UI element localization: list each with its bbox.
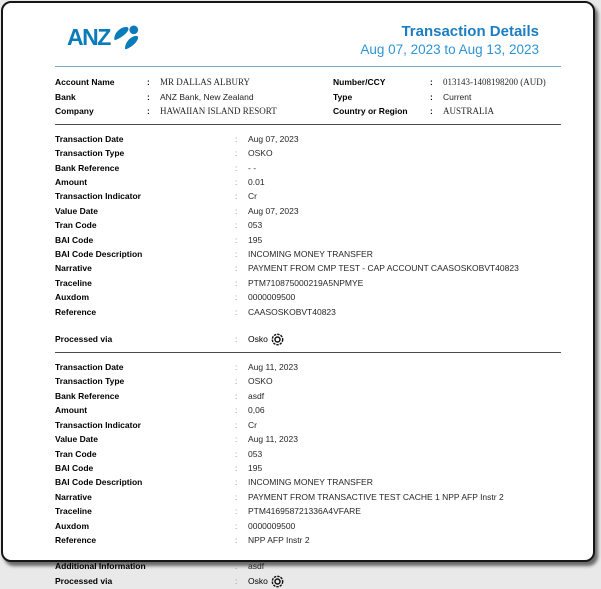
field-label: Transaction Date bbox=[55, 362, 124, 373]
transaction-field-row bbox=[55, 261, 561, 275]
field-value: MR DALLAS ALBURY bbox=[160, 77, 251, 87]
field-value: Aug 11, 2023 bbox=[248, 362, 298, 373]
header-divider bbox=[55, 66, 561, 67]
field-value: 0000009500 bbox=[248, 292, 296, 303]
transaction-field-row bbox=[55, 204, 561, 218]
field-colon: : bbox=[235, 534, 238, 545]
field-label: Narrative bbox=[55, 263, 92, 274]
field-colon: : bbox=[235, 191, 238, 202]
transaction-field-row bbox=[55, 233, 561, 247]
field-value: OSKO bbox=[248, 148, 273, 159]
field-value: asdf bbox=[248, 390, 265, 401]
date-range: Aug 07, 2023 to Aug 13, 2023 bbox=[360, 42, 539, 57]
processed-via-value: Osko bbox=[248, 575, 268, 586]
field-value: OSKO bbox=[248, 376, 273, 387]
field-value: - - bbox=[248, 162, 257, 173]
header bbox=[55, 23, 561, 59]
processed-via-row bbox=[55, 332, 561, 347]
transaction-field-row bbox=[55, 247, 561, 261]
field-colon: : bbox=[235, 405, 238, 416]
field-value: NPP AFP Instr 2 bbox=[248, 534, 310, 545]
field-label: Auxdom bbox=[55, 520, 89, 531]
field-label: Transaction Indicator bbox=[55, 419, 141, 430]
field-label: Reference bbox=[55, 534, 97, 545]
field-colon: : bbox=[235, 177, 238, 187]
field-value: PTM416958721336A4VFARE bbox=[248, 506, 361, 517]
field-value: 053 bbox=[248, 448, 263, 459]
transaction-field-row bbox=[55, 418, 561, 432]
field-label: BAI Code Description bbox=[55, 477, 143, 488]
field-colon: : bbox=[235, 263, 238, 274]
page-title: Transaction Details bbox=[401, 23, 539, 40]
field-value: 053 bbox=[248, 220, 263, 231]
field-value: INCOMING MONEY TRANSFER bbox=[248, 249, 373, 260]
field-value: Current bbox=[443, 91, 472, 102]
field-colon: : bbox=[235, 434, 238, 445]
field-colon: : bbox=[235, 520, 238, 531]
transaction-field-row bbox=[55, 374, 561, 388]
field-label: Value Date bbox=[55, 205, 98, 216]
field-label: Traceline bbox=[55, 506, 92, 517]
field-value: Aug 07, 2023 bbox=[248, 205, 299, 216]
field-value: PTM710875000219A5NPMYE bbox=[248, 277, 364, 288]
anz-lotus-icon bbox=[113, 25, 140, 50]
field-colon: : bbox=[235, 205, 238, 216]
field-colon: : bbox=[235, 575, 238, 586]
osko-icon bbox=[271, 575, 284, 588]
transaction-field-row bbox=[55, 519, 561, 533]
field-label: Transaction Date bbox=[55, 133, 124, 144]
account-field-row bbox=[333, 90, 561, 105]
field-colon: : bbox=[147, 77, 150, 87]
account-field-row bbox=[333, 104, 561, 119]
field-value: PAYMENT FROM TRANSACTIVE TEST CACHE 1 NPP AFP Instr 2 bbox=[248, 491, 504, 502]
field-colon: : bbox=[235, 277, 238, 288]
field-label: Country or Region bbox=[333, 106, 408, 117]
field-label: Transaction Type bbox=[55, 376, 125, 387]
field-value: CAASOSKOBVT40823 bbox=[248, 306, 336, 317]
field-colon: : bbox=[235, 334, 238, 345]
field-label: BAI Code bbox=[55, 234, 94, 245]
field-label: Type bbox=[333, 91, 353, 102]
transaction-field-row bbox=[55, 218, 561, 232]
field-colon: : bbox=[235, 249, 238, 260]
transaction-field-row bbox=[55, 533, 561, 547]
field-colon: : bbox=[235, 462, 238, 473]
field-label: Bank Reference bbox=[55, 162, 120, 173]
field-colon: : bbox=[430, 77, 433, 87]
field-value: INCOMING MONEY TRANSFER bbox=[248, 477, 373, 488]
transaction-field-row bbox=[55, 504, 561, 518]
field-value: asdf bbox=[248, 561, 265, 572]
transaction-field-row bbox=[55, 461, 561, 475]
transaction-field-row bbox=[55, 189, 561, 203]
field-value: HAWAIIAN ISLAND RESORT bbox=[160, 106, 277, 117]
field-value: 195 bbox=[248, 234, 263, 245]
transaction-field-row bbox=[55, 161, 561, 175]
field-label: Tran Code bbox=[55, 448, 97, 459]
field-label: Auxdom bbox=[55, 292, 89, 303]
account-field-row bbox=[333, 75, 561, 90]
field-label: BAI Code Description bbox=[55, 249, 143, 260]
field-colon: : bbox=[430, 91, 433, 102]
field-colon: : bbox=[235, 220, 238, 231]
field-label: Value Date bbox=[55, 434, 98, 445]
field-label: Processed via bbox=[55, 575, 113, 586]
field-label: BAI Code bbox=[55, 462, 94, 473]
transaction-field-row bbox=[55, 490, 561, 504]
field-label: Bank Reference bbox=[55, 390, 120, 401]
field-label: Transaction Indicator bbox=[55, 191, 141, 202]
field-colon: : bbox=[235, 491, 238, 502]
field-colon: : bbox=[235, 148, 238, 159]
field-colon: : bbox=[235, 419, 238, 430]
transaction-block-2 bbox=[55, 360, 561, 589]
header-right bbox=[360, 23, 561, 59]
field-colon: : bbox=[235, 390, 238, 401]
account-field-row bbox=[55, 75, 333, 90]
field-value: PAYMENT FROM CMP TEST - CAP ACCOUNT CAASOSKOBVT40823 bbox=[248, 263, 519, 274]
transaction-field-row bbox=[55, 175, 561, 189]
field-label: Reference bbox=[55, 306, 97, 317]
additional-information-row bbox=[55, 559, 561, 573]
field-colon: : bbox=[430, 106, 433, 117]
field-value: Cr bbox=[248, 419, 257, 430]
field-label: Bank bbox=[55, 91, 76, 102]
transaction-field-row bbox=[55, 403, 561, 417]
field-label: Narrative bbox=[55, 491, 92, 502]
transaction-2-rows bbox=[55, 360, 561, 547]
field-label: Processed via bbox=[55, 334, 113, 345]
transaction-details-page bbox=[1, 1, 595, 586]
processed-via-row bbox=[55, 574, 561, 589]
transaction-1-rows bbox=[55, 132, 561, 319]
field-value: Aug 11, 2023 bbox=[248, 434, 298, 445]
field-value bbox=[248, 574, 284, 589]
field-colon: : bbox=[235, 448, 238, 459]
field-colon: : bbox=[235, 561, 238, 572]
transaction-field-row bbox=[55, 389, 561, 403]
account-summary-left bbox=[55, 75, 333, 119]
field-label: Additional Information bbox=[55, 561, 146, 572]
osko-icon bbox=[271, 333, 284, 346]
transaction-field-row bbox=[55, 305, 561, 319]
field-value: 0,06 bbox=[248, 405, 265, 416]
transaction-field-row bbox=[55, 447, 561, 461]
field-value: Cr bbox=[248, 191, 257, 202]
field-label: Traceline bbox=[55, 277, 92, 288]
field-label: Number/CCY bbox=[333, 77, 386, 87]
account-summary bbox=[55, 75, 561, 119]
field-colon: : bbox=[235, 376, 238, 387]
field-colon: : bbox=[235, 162, 238, 173]
field-label: Tran Code bbox=[55, 220, 97, 231]
field-colon: : bbox=[235, 292, 238, 303]
field-colon: : bbox=[147, 91, 150, 102]
field-label: Amount bbox=[55, 405, 88, 416]
field-value: 195 bbox=[248, 462, 263, 473]
transaction-divider bbox=[55, 352, 561, 353]
field-colon: : bbox=[147, 106, 150, 117]
field-value: Aug 07, 2023 bbox=[248, 133, 299, 144]
field-label: Amount bbox=[55, 177, 88, 187]
field-value: AUSTRALIA bbox=[443, 106, 494, 117]
field-label: Company bbox=[55, 106, 94, 117]
field-label: Transaction Type bbox=[55, 148, 125, 159]
field-label: Account Name bbox=[55, 77, 115, 87]
field-colon: : bbox=[235, 133, 238, 144]
account-summary-right bbox=[333, 75, 561, 119]
account-field-row bbox=[55, 90, 333, 105]
transaction-field-row bbox=[55, 475, 561, 489]
transaction-field-row bbox=[55, 290, 561, 304]
field-value: 013143-1408198200 (AUD) bbox=[443, 77, 546, 87]
field-value bbox=[248, 332, 284, 347]
field-value: 0.01 bbox=[248, 177, 265, 187]
transaction-field-row bbox=[55, 360, 561, 374]
field-colon: : bbox=[235, 306, 238, 317]
anz-logo bbox=[55, 23, 140, 50]
account-divider bbox=[55, 124, 561, 125]
transaction-field-row bbox=[55, 432, 561, 446]
account-field-row bbox=[55, 104, 333, 119]
field-colon: : bbox=[235, 234, 238, 245]
field-colon: : bbox=[235, 477, 238, 488]
field-colon: : bbox=[235, 362, 238, 373]
field-colon: : bbox=[235, 506, 238, 517]
processed-via-value: Osko bbox=[248, 334, 268, 345]
anz-logo-text: ANZ bbox=[67, 24, 110, 50]
transaction-block-1 bbox=[55, 132, 561, 347]
transaction-field-row bbox=[55, 132, 561, 146]
transaction-field-row bbox=[55, 276, 561, 290]
field-value: 0000009500 bbox=[248, 520, 296, 531]
field-value: ANZ Bank, New Zealand bbox=[160, 91, 254, 102]
transaction-field-row bbox=[55, 146, 561, 160]
